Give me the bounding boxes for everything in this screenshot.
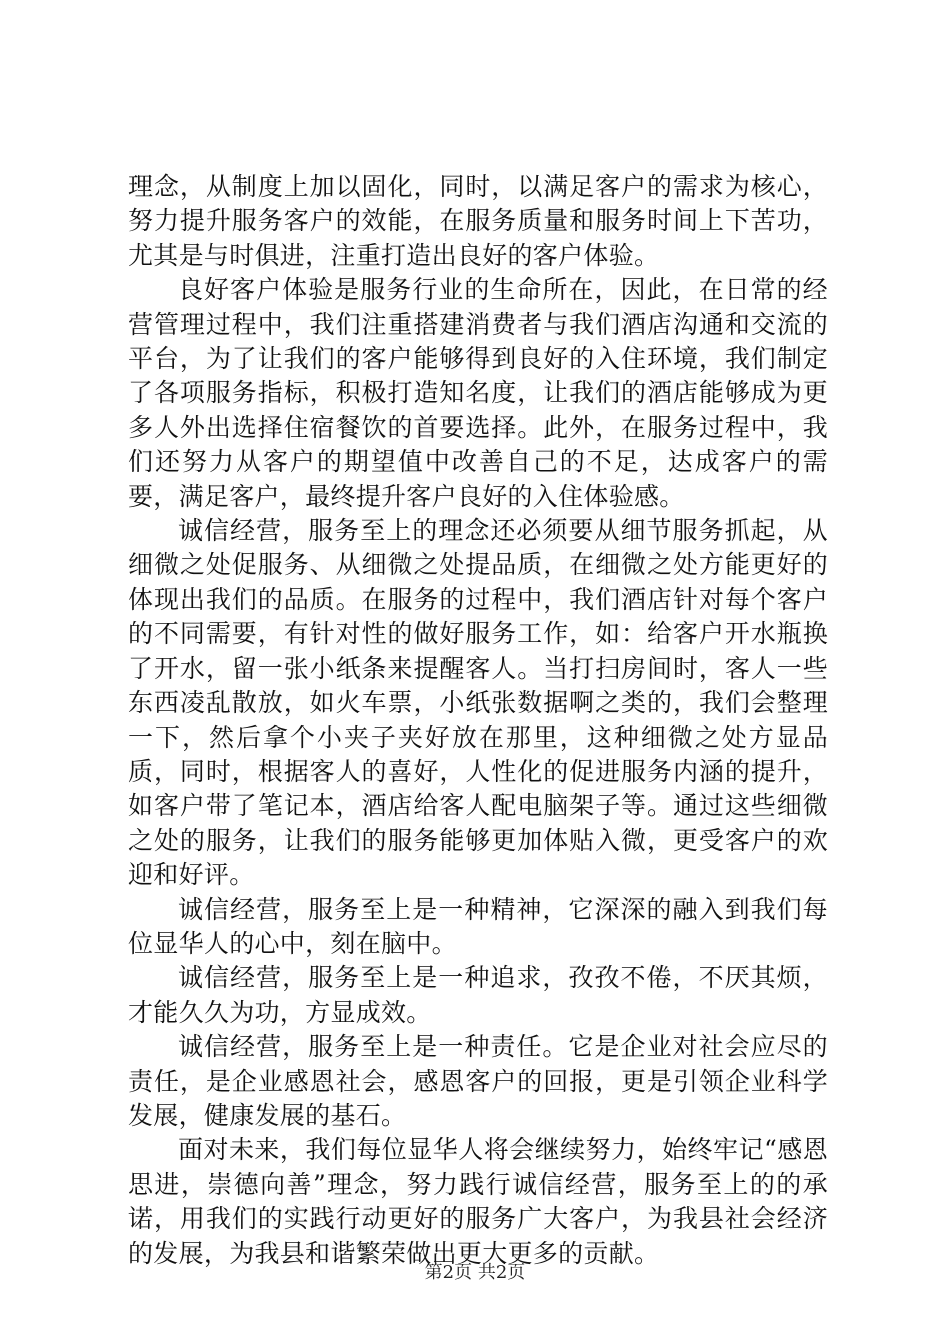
paragraph-customer-experience: 良好客户体验是服务行业的生命所在，因此，在日常的经营管理过程中，我们注重搭建消费者与我们酒店沟通和交流的平台，为了让我们的客户能够得到良好的入住环境，我们制定了各项服务指标，积极打造知名度，让我们的酒店能够成为更多人外出选择住宿餐饮的首要选择。此外，在服务过程中，我们还努力从客户的期望值中改善自己的不足，达成客户的需要，满足客户，最终提升客户良好的入住体验感。 — [128, 275, 828, 511]
paragraph-continuation: 理念，从制度上加以固化，同时，以满足客户的需求为核心，努力提升服务客户的效能，在服务质量和服务时间上下苦功，尤其是与时俱进，注重打造出良好的客户体验。 — [128, 172, 828, 270]
paragraph-detail-service: 诚信经营，服务至上的理念还必须要从细节服务抓起，从细微之处促服务、从细微之处提品质，在细微之处方能更好的体现出我们的品质。在服务的过程中，我们酒店针对每个客户的不同需要，有针对性的做好服务工作，如：给客户开水瓶换了开水，留一张小纸条来提醒客人。当打扫房间时，客人一些东西凌乱散放，如火车票，小纸张数据啊之类的，我们会整理一下，然后拿个小夹子夹好放在那里，这种细微之处方显品质，同时，根据客人的喜好，人性化的促进服务内涵的提升，如客户带了笔记本，酒店给客人配电脑架子等。通过这些细微之处的服务，让我们的服务能够更加体贴入微，更受客户的欢迎和好评。 — [128, 516, 828, 890]
paragraph-spirit: 诚信经营，服务至上是一种精神，它深深的融入到我们每位显华人的心中，刻在脑中。 — [128, 894, 828, 958]
paragraph-future: 面对未来，我们每位显华人将会继续努力，始终牢记“感恩思进，崇德向善”理念，努力践行诚信经营，服务至上的的承诺，用我们的实践行动更好的服务广大客户，为我县社会经济的发展，为我县和谐繁荣做出更大更多的贡献。 — [128, 1135, 828, 1268]
paragraph-responsibility: 诚信经营，服务至上是一种责任。它是企业对社会应尽的责任，是企业感恩社会，感恩客户的回报，更是引领企业科学发展，健康发展的基石。 — [128, 1032, 828, 1130]
paragraph-pursuit: 诚信经营，服务至上是一种追求，孜孜不倦，不厌其烦，才能久久为功，方显成效。 — [128, 963, 828, 1027]
document-body — [128, 170, 828, 1271]
page-footer: 第2页 共2页 — [424, 1262, 526, 1283]
